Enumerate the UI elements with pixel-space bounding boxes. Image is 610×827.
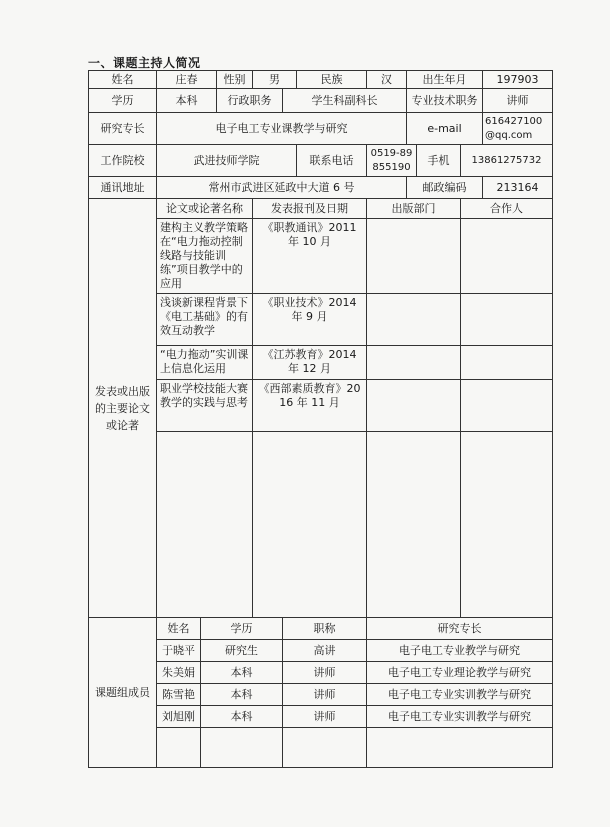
- school-value: 武进技师学院: [157, 145, 297, 177]
- member-research: 电子电工专业实训教学与研究: [367, 684, 553, 706]
- member-name: 朱美娟: [157, 662, 201, 684]
- pub-journal: 《职业技术》2014 年 9 月: [253, 294, 367, 346]
- member-research: 电子电工专业实训教学与研究: [367, 706, 553, 728]
- member-row-empty: [89, 728, 553, 768]
- phone-label: 联系电话: [297, 145, 367, 177]
- member-education: 研究生: [201, 640, 283, 662]
- pub-row: [89, 346, 553, 380]
- pub-coauthor: [461, 346, 553, 380]
- pub-journal: 《西部素质教育》2016 年 11 月: [253, 380, 367, 432]
- birth-label: 出生年月: [407, 71, 483, 89]
- address-label: 通讯地址: [89, 177, 157, 199]
- members-side-label: 课题组成员: [89, 618, 157, 768]
- pub-header-row: [89, 199, 553, 219]
- postcode-label: 邮政编码: [407, 177, 483, 199]
- member-header-name: 姓名: [157, 618, 201, 640]
- member-title: 讲师: [283, 706, 367, 728]
- row-research: [89, 113, 553, 145]
- pub-title: 建构主义教学策略在“电力拖动控制线路与技能训练”项目教学中的应用: [157, 219, 253, 294]
- member-header-row: [89, 618, 553, 640]
- ethnicity-label: 民族: [297, 71, 367, 89]
- member-row: [89, 640, 553, 662]
- tech-post-label: 专业技术职务: [407, 89, 483, 113]
- member-name: 于晓平: [157, 640, 201, 662]
- postcode-value: 213164: [483, 177, 553, 199]
- research-value: 电子电工专业课教学与研究: [157, 113, 407, 145]
- member-header-title: 职称: [283, 618, 367, 640]
- education-label: 学历: [89, 89, 157, 113]
- gender-label: 性别: [217, 71, 253, 89]
- publications-side-label: 发表或出版的主要论文或论著: [89, 199, 157, 618]
- mobile-value: 13861275732: [461, 145, 553, 177]
- member-header-research: 研究专长: [367, 618, 553, 640]
- pub-title: “电力拖动”实训课上信息化运用: [157, 346, 253, 380]
- pub-publisher: [367, 380, 461, 432]
- member-education: 本科: [201, 684, 283, 706]
- pub-coauthor: [461, 294, 553, 346]
- pub-coauthor: [461, 219, 553, 294]
- mobile-label: 手机: [417, 145, 461, 177]
- tech-post-value: 讲师: [483, 89, 553, 113]
- research-label: 研究专长: [89, 113, 157, 145]
- ethnicity-value: 汉: [367, 71, 407, 89]
- pub-row: [89, 219, 553, 294]
- member-research: 电子电工专业教学与研究: [367, 640, 553, 662]
- birth-value: 197903: [483, 71, 553, 89]
- pub-coauthor: [461, 380, 553, 432]
- pub-header-journal: 发表报刊及日期: [253, 199, 367, 219]
- member-row: [89, 706, 553, 728]
- member-education: 本科: [201, 662, 283, 684]
- member-title: 讲师: [283, 662, 367, 684]
- pub-header-coauthor: 合作人: [461, 199, 553, 219]
- pub-title: 浅谈新课程背景下《电工基础》的有效互动教学: [157, 294, 253, 346]
- member-research: 电子电工专业理论教学与研究: [367, 662, 553, 684]
- row-school: [89, 145, 553, 177]
- pub-journal: 《江苏教育》2014 年 12 月: [253, 346, 367, 380]
- name-label: 姓名: [89, 71, 157, 89]
- pub-row: [89, 380, 553, 432]
- gender-value: 男: [253, 71, 297, 89]
- email-value: 616427100@qq.com: [483, 113, 553, 145]
- pub-row-empty: [89, 432, 553, 618]
- education-value: 本科: [157, 89, 217, 113]
- name-value: 庄春: [157, 71, 217, 89]
- member-row: [89, 684, 553, 706]
- pub-header-publisher: 出版部门: [367, 199, 461, 219]
- school-label: 工作院校: [89, 145, 157, 177]
- member-name: 陈雪艳: [157, 684, 201, 706]
- pub-row: [89, 294, 553, 346]
- pub-publisher: [367, 294, 461, 346]
- address-value: 常州市武进区延政中大道 6 号: [157, 177, 407, 199]
- host-info-table: [88, 70, 553, 768]
- section-title: 一、课题主持人简况: [88, 56, 201, 70]
- member-header-education: 学历: [201, 618, 283, 640]
- email-label: e-mail: [407, 113, 483, 145]
- row-name: [89, 71, 553, 89]
- admin-post-label: 行政职务: [217, 89, 283, 113]
- pub-journal: 《职教通讯》2011 年 10 月: [253, 219, 367, 294]
- member-education: 本科: [201, 706, 283, 728]
- pub-publisher: [367, 346, 461, 380]
- pub-header-title: 论文或论著名称: [157, 199, 253, 219]
- admin-post-value: 学生科副科长: [283, 89, 407, 113]
- pub-title: 职业学校技能大赛教学的实践与思考: [157, 380, 253, 432]
- member-row: [89, 662, 553, 684]
- member-title: 讲师: [283, 684, 367, 706]
- member-name: 刘旭刚: [157, 706, 201, 728]
- row-address: [89, 177, 553, 199]
- row-education: [89, 89, 553, 113]
- pub-publisher: [367, 219, 461, 294]
- member-title: 高讲: [283, 640, 367, 662]
- phone-value: 0519-89855190: [367, 145, 417, 177]
